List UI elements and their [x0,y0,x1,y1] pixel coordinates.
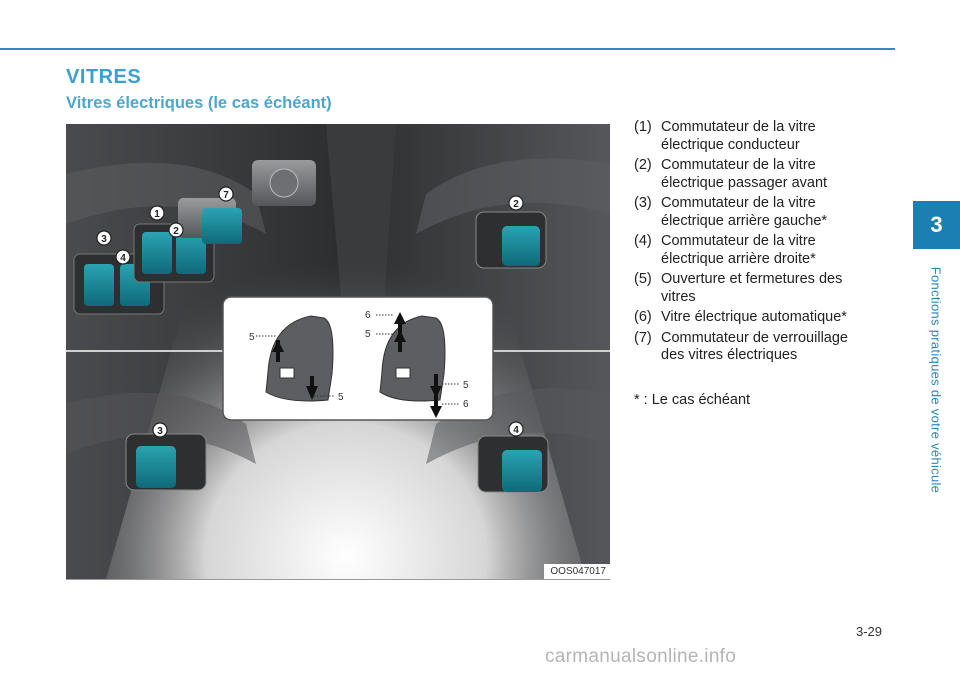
callout-label: 3 [101,234,107,245]
legend-text: Commutateur de la vitre [661,195,816,211]
legend-text: Commutateur de verrouillage [661,329,848,346]
legend-text-continued: électrique arrière gauche* [661,212,828,229]
legend-number: (3) [634,195,652,211]
legend-text: Commutateur de la vitre [661,233,816,249]
legend-item [634,233,884,268]
page-number: 3-29 [856,624,883,639]
window-switch-illustration [66,124,610,580]
callout-label: 3 [157,426,163,437]
legend-item [634,330,884,365]
section-title: VITRES [66,66,142,88]
chapter-number-tab: 3 [913,201,960,249]
legend-number: (6) [634,309,652,325]
legend-item [634,195,884,230]
figure-code: OOS047017 [544,564,610,579]
legend-number: (5) [634,271,652,287]
legend-text-continued: vitres [661,288,696,305]
legend-text: Ouverture et fermetures des [661,271,843,287]
detail-label: 5 [249,332,255,343]
legend-number: (2) [634,157,652,173]
passenger-switch [502,226,540,266]
switch-detail-inset [223,297,493,420]
figure-artwork [66,124,610,579]
footnote: * : Le cas échéant [634,392,751,408]
callout-label: 4 [120,253,126,264]
legend-text: Commutateur de la vitre [661,157,816,173]
detail-label: 6 [463,399,469,410]
legend-number: (7) [634,329,652,346]
header-rule [0,48,895,50]
detail-label: 5 [463,380,469,391]
watermark: carmanualsonline.info [545,646,737,667]
legend-text-continued: électrique conducteur [661,136,800,153]
legend-text-continued: électrique arrière droite* [661,250,816,267]
callout-label: 7 [223,190,229,201]
callout-label: 1 [154,209,160,220]
rear-left-switch [136,446,176,488]
legend-list [634,119,884,368]
section-subtitle: Vitres électriques (le cas échéant) [66,94,332,112]
legend-item [634,157,884,192]
detail-label: 6 [365,310,371,321]
chapter-title: Fonctions pratiques de votre véhicule [928,266,944,494]
legend-number: (1) [634,119,652,135]
legend-text: Commutateur de la vitre [661,119,816,135]
legend-number: (4) [634,233,652,249]
detail-label: 5 [338,392,344,403]
legend-text-continued: électrique passager avant [661,174,828,191]
legend-item [634,309,884,327]
callout-label: 2 [513,199,519,210]
legend-item [634,119,884,154]
legend-text: Vitre électrique automatique* [661,309,847,325]
callout-label: 2 [173,226,179,237]
rear-right-switch [502,450,542,492]
detail-label: 5 [365,329,371,340]
callout-label: 4 [513,425,519,436]
legend-item [634,271,884,306]
legend-text-continued: des vitres électriques [661,347,798,363]
